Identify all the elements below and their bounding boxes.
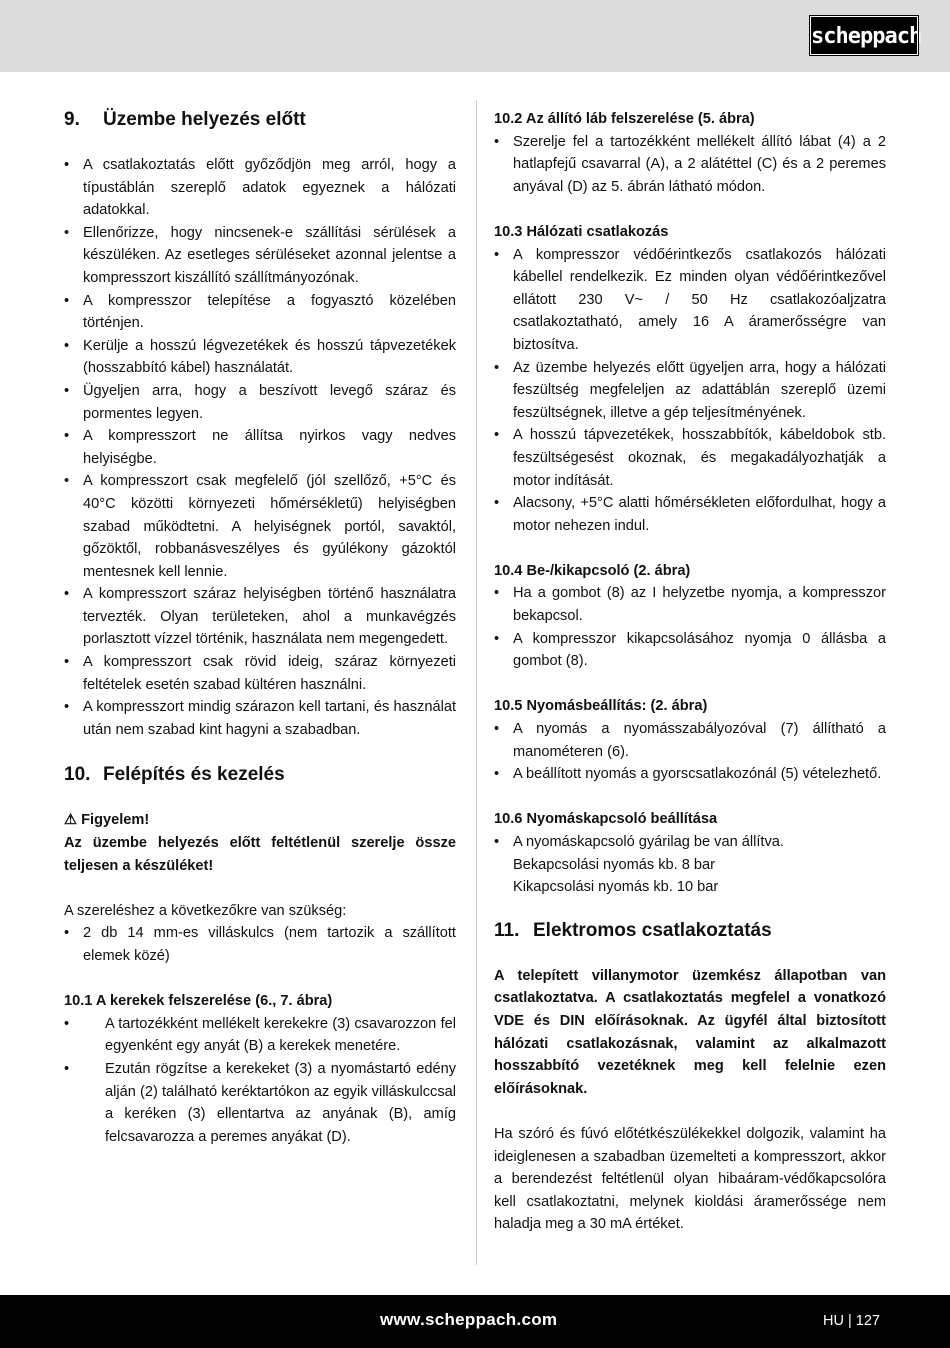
left-column: [64, 108, 456, 1148]
section-10-5-heading: 10.5 Nyomásbeállítás: (2. ábra): [494, 698, 708, 715]
section-10-1-heading: 10.1 A kerekek felszerelése (6., 7. ábra): [64, 993, 333, 1010]
section-number: 11.: [494, 919, 520, 941]
section-9-list: [64, 154, 456, 741]
section-title: Elektromos csatlakoztatás: [533, 919, 772, 941]
section-title: Üzembe helyezés előtt: [103, 109, 306, 130]
list-item: • Az üzembe helyezés előtt ügyeljen arra, hogy a hálózati feszültség megfeleljen az adattáblán szereplő üzemi feszültségnek, illetve a gép teljesítményének.: [494, 357, 886, 425]
section-number: 9.: [64, 109, 80, 130]
list-item: • Szerelje fel a tartozékként mellékelt állító lábat (4) a 2 hatlapfejű csavarral (A), a 2 alátéttel (C) és a 2 peremes anyával (D) az 5. ábrán látható módon.: [494, 131, 886, 199]
list-item: • Ügyeljen arra, hogy a beszívott levegő száraz és pormentes legyen.: [64, 380, 456, 425]
list-item: • A kompresszor védőérintkezős csatlakozós hálózati kábellel rendelkezik. Ez minden olyan védőérintkezővel ellátott 230 V~ / 50 Hz csatlakozóaljzatra csatlakoztatható, amely 16 A áramerősségre van biztosítva.: [494, 244, 886, 357]
list-item: • A beállított nyomás a gyorscsatlakozónál (5) vételezhető.: [494, 763, 886, 786]
list-item: • A nyomáskapcsoló gyárilag be van állítva.: [494, 831, 886, 854]
list-item: • A kompresszor kikapcsolásához nyomja 0 állásba a gombot (8).: [494, 628, 886, 673]
list-item: • A kompresszor telepítése a fogyasztó közelében történjen.: [64, 290, 456, 335]
list-item: • A kompresszort ne állítsa nyirkos vagy nedves helyiségbe.: [64, 425, 456, 470]
page-header: [0, 0, 950, 72]
list-item: • A kompresszort csak megfelelő (jól szellőző, +5°C és 40°C közötti környezeti hőmérsékletű) helyiségben szabad működtetni. A helyiségnek portól, savaktól, gőzöktől, robbanásveszélyes és gyúlékony gázoktól mentesnek kell lennie.: [64, 470, 456, 583]
warning-label: ⚠ Figyelem!: [64, 812, 150, 829]
section-11-text: Ha szóró és fúvó előtétkészülékekkel dolgozik, valamint ha ideiglenesen a szabadban üzemelteti a kompresszort, akkor a berendezést feltétlenül olyan hibaáram-védőkapcsolóra kell csatlakoztatni, melynek kioldási áramerőssége nem haladja meg a 30 mA értéket.: [494, 1125, 886, 1233]
section-10-4-heading: 10.4 Be-/kikapcsoló (2. ábra): [494, 562, 691, 579]
list-item: • A tartozékként mellékelt kerekekre (3) csavarozzon fel egyenként egy anyát (B) a kerekek menetére.: [64, 1013, 456, 1058]
language-code: HU: [823, 1313, 844, 1329]
page-num: 127: [855, 1313, 880, 1329]
section-10-2-heading: 10.2 Az állító láb felszerelése (5. ábra): [494, 111, 755, 127]
section-number: 10.: [64, 764, 91, 786]
requirements-intro: A szereléshez a következőkre van szükség:: [64, 902, 347, 919]
list-item: • 2 db 14 mm-es villáskulcs (nem tartozik a szállított elemek közé): [64, 922, 456, 967]
on-pressure: Bekapcsolási nyomás kb. 8 bar: [513, 856, 715, 873]
list-item: • A kompresszort száraz helyiségben történő használatra tervezték. Olyan területeken, ahol a munkavégzés porlasztott vízzel történik, használata nem megengedett.: [64, 583, 456, 651]
list-item: • Ezután rögzítse a kerekeket (3) a nyomástartó edény alján (2) található keréktartókon az egyik villáskulccsal a keréken (3) ellentartva az anyának (B), amíg felcsavarozza a peremes anyákat (D).: [64, 1058, 456, 1148]
warning-text: Az üzembe helyezés előtt feltétlenül szerelje össze teljesen a készüléket!: [64, 835, 456, 874]
list-item: • A kompresszort csak rövid ideig, száraz környezeti feltételek esetén szabad kültéren használni.: [64, 651, 456, 696]
scheppach-logo: scheppach: [810, 16, 918, 55]
page-number: HU | 127: [823, 1313, 880, 1329]
website-link[interactable]: www.scheppach.com: [380, 1310, 558, 1329]
list-item: • Ha a gombot (8) az I helyzetbe nyomja, a kompresszor bekapcsol.: [494, 582, 886, 627]
list-item: • Kerülje a hosszú légvezetékek és hosszú tápvezetékek (hosszabbító kábel) használatát.: [64, 335, 456, 380]
page-footer: [0, 1295, 950, 1348]
list-item: • Ellenőrizze, hogy nincsenek-e szállítási sérülések a készüléken. Az esetleges sérüléseket azonnal jelentse a kompresszort kiszállító szállítmányozónak.: [64, 222, 456, 290]
section-11-bold-text: A telepített villanymotor üzemkész állapotban van csatlakoztatva. A csatlakoztatás megfelel a vonatkozó VDE és DIN előírásoknak. Az ügyfél által biztosított hálózati csatlakozásnak, valamint az alkalmazott hosszabbító vezetéknek meg kell felelnie ezen előírásoknak.: [494, 967, 886, 1097]
list-item: • Alacsony, +5°C alatti hőmérsékleten előfordulhat, hogy a motor nehezen indul.: [494, 492, 886, 537]
list-item: • A kompresszort mindig szárazon kell tartani, és használat után nem szabad kint hagyni a szabadban.: [64, 696, 456, 741]
list-item: • A csatlakoztatás előtt győződjön meg arról, hogy a típustáblán szereplő adatok egyeznek a hálózati adatokkal.: [64, 154, 456, 222]
section-10-6-heading: 10.6 Nyomáskapcsoló beállítása: [494, 811, 718, 828]
column-divider: [476, 100, 477, 1265]
section-9-heading: [64, 108, 456, 132]
section-10-3-heading: 10.3 Hálózati csatlakozás: [494, 223, 669, 240]
section-title: Felépítés és kezelés: [103, 764, 285, 786]
right-column: [494, 108, 886, 1236]
section-10-heading: [64, 763, 456, 787]
off-pressure: Kikapcsolási nyomás kb. 10 bar: [513, 879, 719, 896]
list-item: • A nyomás a nyomásszabályozóval (7) állítható a manométeren (6).: [494, 718, 886, 763]
list-item: • A hosszú tápvezetékek, hosszabbítók, kábeldobok stb. feszültségesést okoznak, és megakadályozhatják a motor indítását.: [494, 424, 886, 492]
section-11-heading: [494, 919, 886, 943]
